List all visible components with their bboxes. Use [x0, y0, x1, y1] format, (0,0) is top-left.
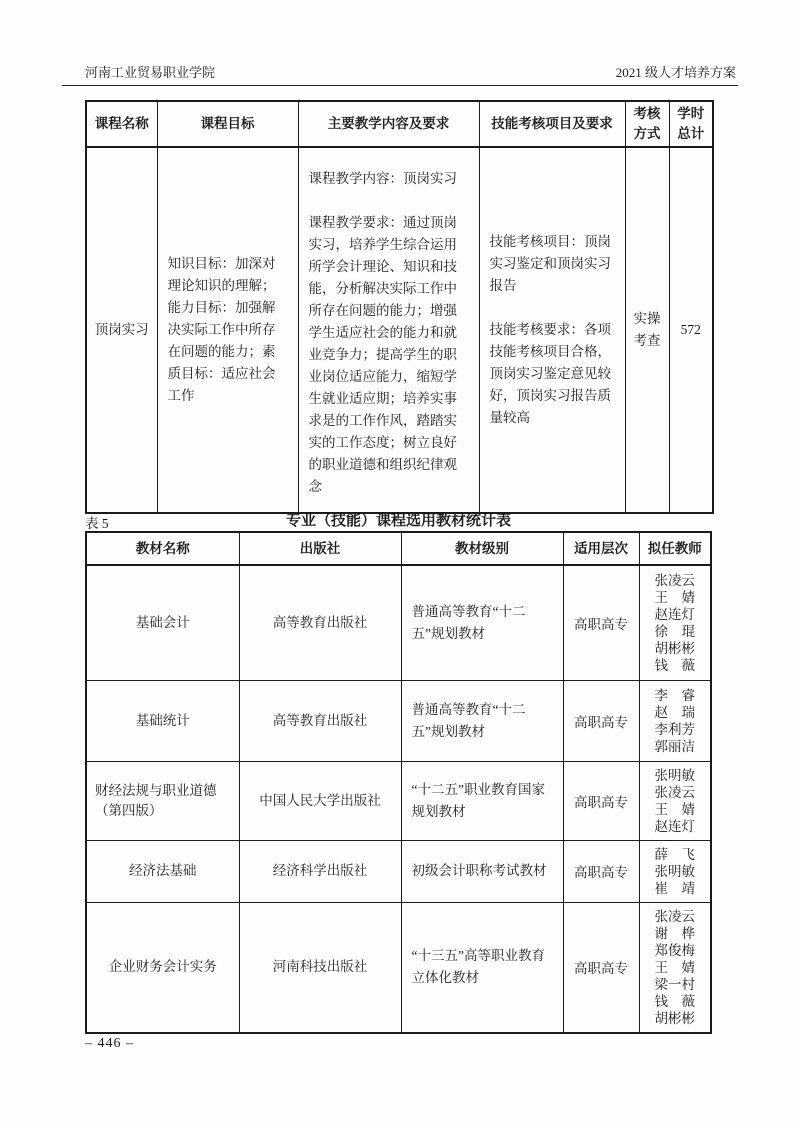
teaching-content-p1: 课程教学内容：顶岗实习	[308, 171, 457, 186]
page-number: – 446 –	[85, 1036, 134, 1051]
textbook-name-cell: 基础会计	[86, 565, 239, 680]
teaching-content-p2: 课程教学要求：通过顶岗实习，培养学生综合运用所学会计理论、知识和技能，分析解决实际工作中所存在问题的能力；增强学生适应社会的能力和就业竞争力；提高学生的职业岗位适应能力，缩短学生就业适应期；培养实事求是的工作作风，踏踏实实的工作态度；树立良好的职业道德和组织纪律观念	[308, 215, 457, 494]
textbook-name-cell: 企业财务会计实务	[86, 902, 239, 1033]
table5-title: 专业（技能）课程选用教材统计表	[285, 513, 511, 529]
course-goal-cell: 知识目标：加深对理论知识的理解；能力目标：加强解决实际工作中所存在问题的能力；素质目标：适应社会工作	[157, 147, 298, 513]
header-plan-title: 2021 级人才培养方案	[615, 65, 736, 80]
header-skill-assessment: 技能考核项目及要求	[479, 101, 625, 147]
teacher-name: 张凌云	[654, 908, 695, 924]
teacher-list	[640, 908, 711, 1027]
total-hours-cell: 572	[669, 147, 713, 513]
teacher-name: 李利芳	[654, 721, 695, 737]
textbook-row	[86, 902, 711, 1033]
header-textbook-level: 教材级别	[401, 532, 563, 565]
header-course-goal: 课程目标	[157, 101, 298, 147]
teacher-name: 郑俊梅	[654, 942, 695, 958]
level-cell: “十三五”高等职业教育立体化教材	[401, 902, 563, 1033]
level-cell: “十二五”职业教育国家规划教材	[401, 761, 563, 840]
header-textbook-name: 教材名称	[86, 532, 239, 565]
publisher-cell: 经济科学出版社	[239, 840, 401, 902]
teacher-name: 薛 飞	[654, 846, 695, 862]
publisher-cell: 河南科技出版社	[239, 902, 401, 1033]
teacher-name: 崔 靖	[654, 880, 695, 896]
textbook-row	[86, 565, 711, 680]
teacher-name: 谢 桦	[654, 925, 695, 941]
course-table-header-row	[86, 101, 713, 147]
target-level-cell: 高职高专	[563, 840, 639, 902]
teacher-list	[640, 767, 711, 835]
target-level-cell: 高职高专	[563, 680, 639, 761]
textbook-table	[85, 531, 712, 1034]
textbook-row	[86, 761, 711, 840]
textbook-row	[86, 840, 711, 902]
level-cell: 普通高等教育“十二五”规划教材	[401, 680, 563, 761]
teacher-name: 赵连灯	[654, 606, 695, 622]
teacher-name: 张明敏	[654, 863, 695, 879]
teachers-cell	[639, 680, 711, 761]
skill-assessment-p2: 技能考核要求：各项技能考核项目合格，顶岗实习鉴定意见较好，顶岗实习报告质量较高	[489, 322, 611, 425]
textbook-name-cell: 经济法基础	[86, 840, 239, 902]
teacher-name: 王 婧	[654, 959, 695, 975]
teacher-name: 郭丽洁	[654, 738, 695, 754]
teachers-cell	[639, 565, 711, 680]
header-teaching-content: 主要教学内容及要求	[298, 101, 479, 147]
textbook-row	[86, 680, 711, 761]
textbook-name-cell: 基础统计	[86, 680, 239, 761]
level-cell: 普通高等教育“十二五”规划教材	[401, 565, 563, 680]
table5-label: 表 5	[85, 516, 109, 531]
textbook-name-cell: 财经法规与职业道德（第四版）	[86, 761, 239, 840]
publisher-cell: 中国人民大学出版社	[239, 761, 401, 840]
level-cell: 初级会计职称考试教材	[401, 840, 563, 902]
teacher-list	[640, 572, 711, 674]
teacher-name: 赵 瑞	[654, 704, 695, 720]
header-assessment-method: 考核方式	[625, 101, 669, 147]
course-name-cell: 顶岗实习	[86, 147, 157, 513]
header-total-hours: 学时总计	[669, 101, 713, 147]
teacher-name: 胡彬彬	[654, 640, 695, 656]
skill-assessment-cell	[479, 147, 625, 513]
teacher-list	[640, 846, 711, 897]
header-publisher: 出版社	[239, 532, 401, 565]
teaching-content-cell	[298, 147, 479, 513]
teacher-name: 徐 琨	[654, 623, 695, 639]
teacher-name: 张明敏	[654, 767, 695, 783]
publisher-cell: 高等教育出版社	[239, 680, 401, 761]
teacher-name: 钱 薇	[654, 657, 695, 673]
teacher-name: 王 婧	[654, 589, 695, 605]
teachers-cell	[639, 902, 711, 1033]
header-course-name: 课程名称	[86, 101, 157, 147]
teacher-name: 胡彬彬	[654, 1010, 695, 1026]
teachers-cell	[639, 761, 711, 840]
course-table-row	[86, 147, 713, 513]
skill-assessment-p1: 技能考核项目：顶岗实习鉴定和顶岗实习报告	[489, 234, 611, 293]
teachers-cell	[639, 840, 711, 902]
teacher-name: 钱 薇	[654, 993, 695, 1009]
course-table	[85, 100, 714, 514]
target-level-cell: 高职高专	[563, 902, 639, 1033]
publisher-cell: 高等教育出版社	[239, 565, 401, 680]
textbook-table-header-row	[86, 532, 711, 565]
teacher-list	[640, 687, 711, 755]
header-school-name: 河南工业贸易职业学院	[85, 65, 216, 80]
header-intended-teachers: 拟任教师	[639, 532, 711, 565]
teacher-name: 张凌云	[654, 572, 695, 588]
teacher-name: 王 婧	[654, 801, 695, 817]
assessment-method-cell: 实操考查	[625, 147, 669, 513]
header-target-level: 适用层次	[563, 532, 639, 565]
target-level-cell: 高职高专	[563, 761, 639, 840]
teacher-name: 梁一村	[654, 976, 695, 992]
page-header	[62, 62, 738, 86]
teacher-name: 李 睿	[654, 687, 695, 703]
teacher-name: 张凌云	[654, 784, 695, 800]
table5-caption	[85, 509, 712, 531]
teacher-name: 赵连灯	[654, 818, 695, 834]
target-level-cell: 高职高专	[563, 565, 639, 680]
